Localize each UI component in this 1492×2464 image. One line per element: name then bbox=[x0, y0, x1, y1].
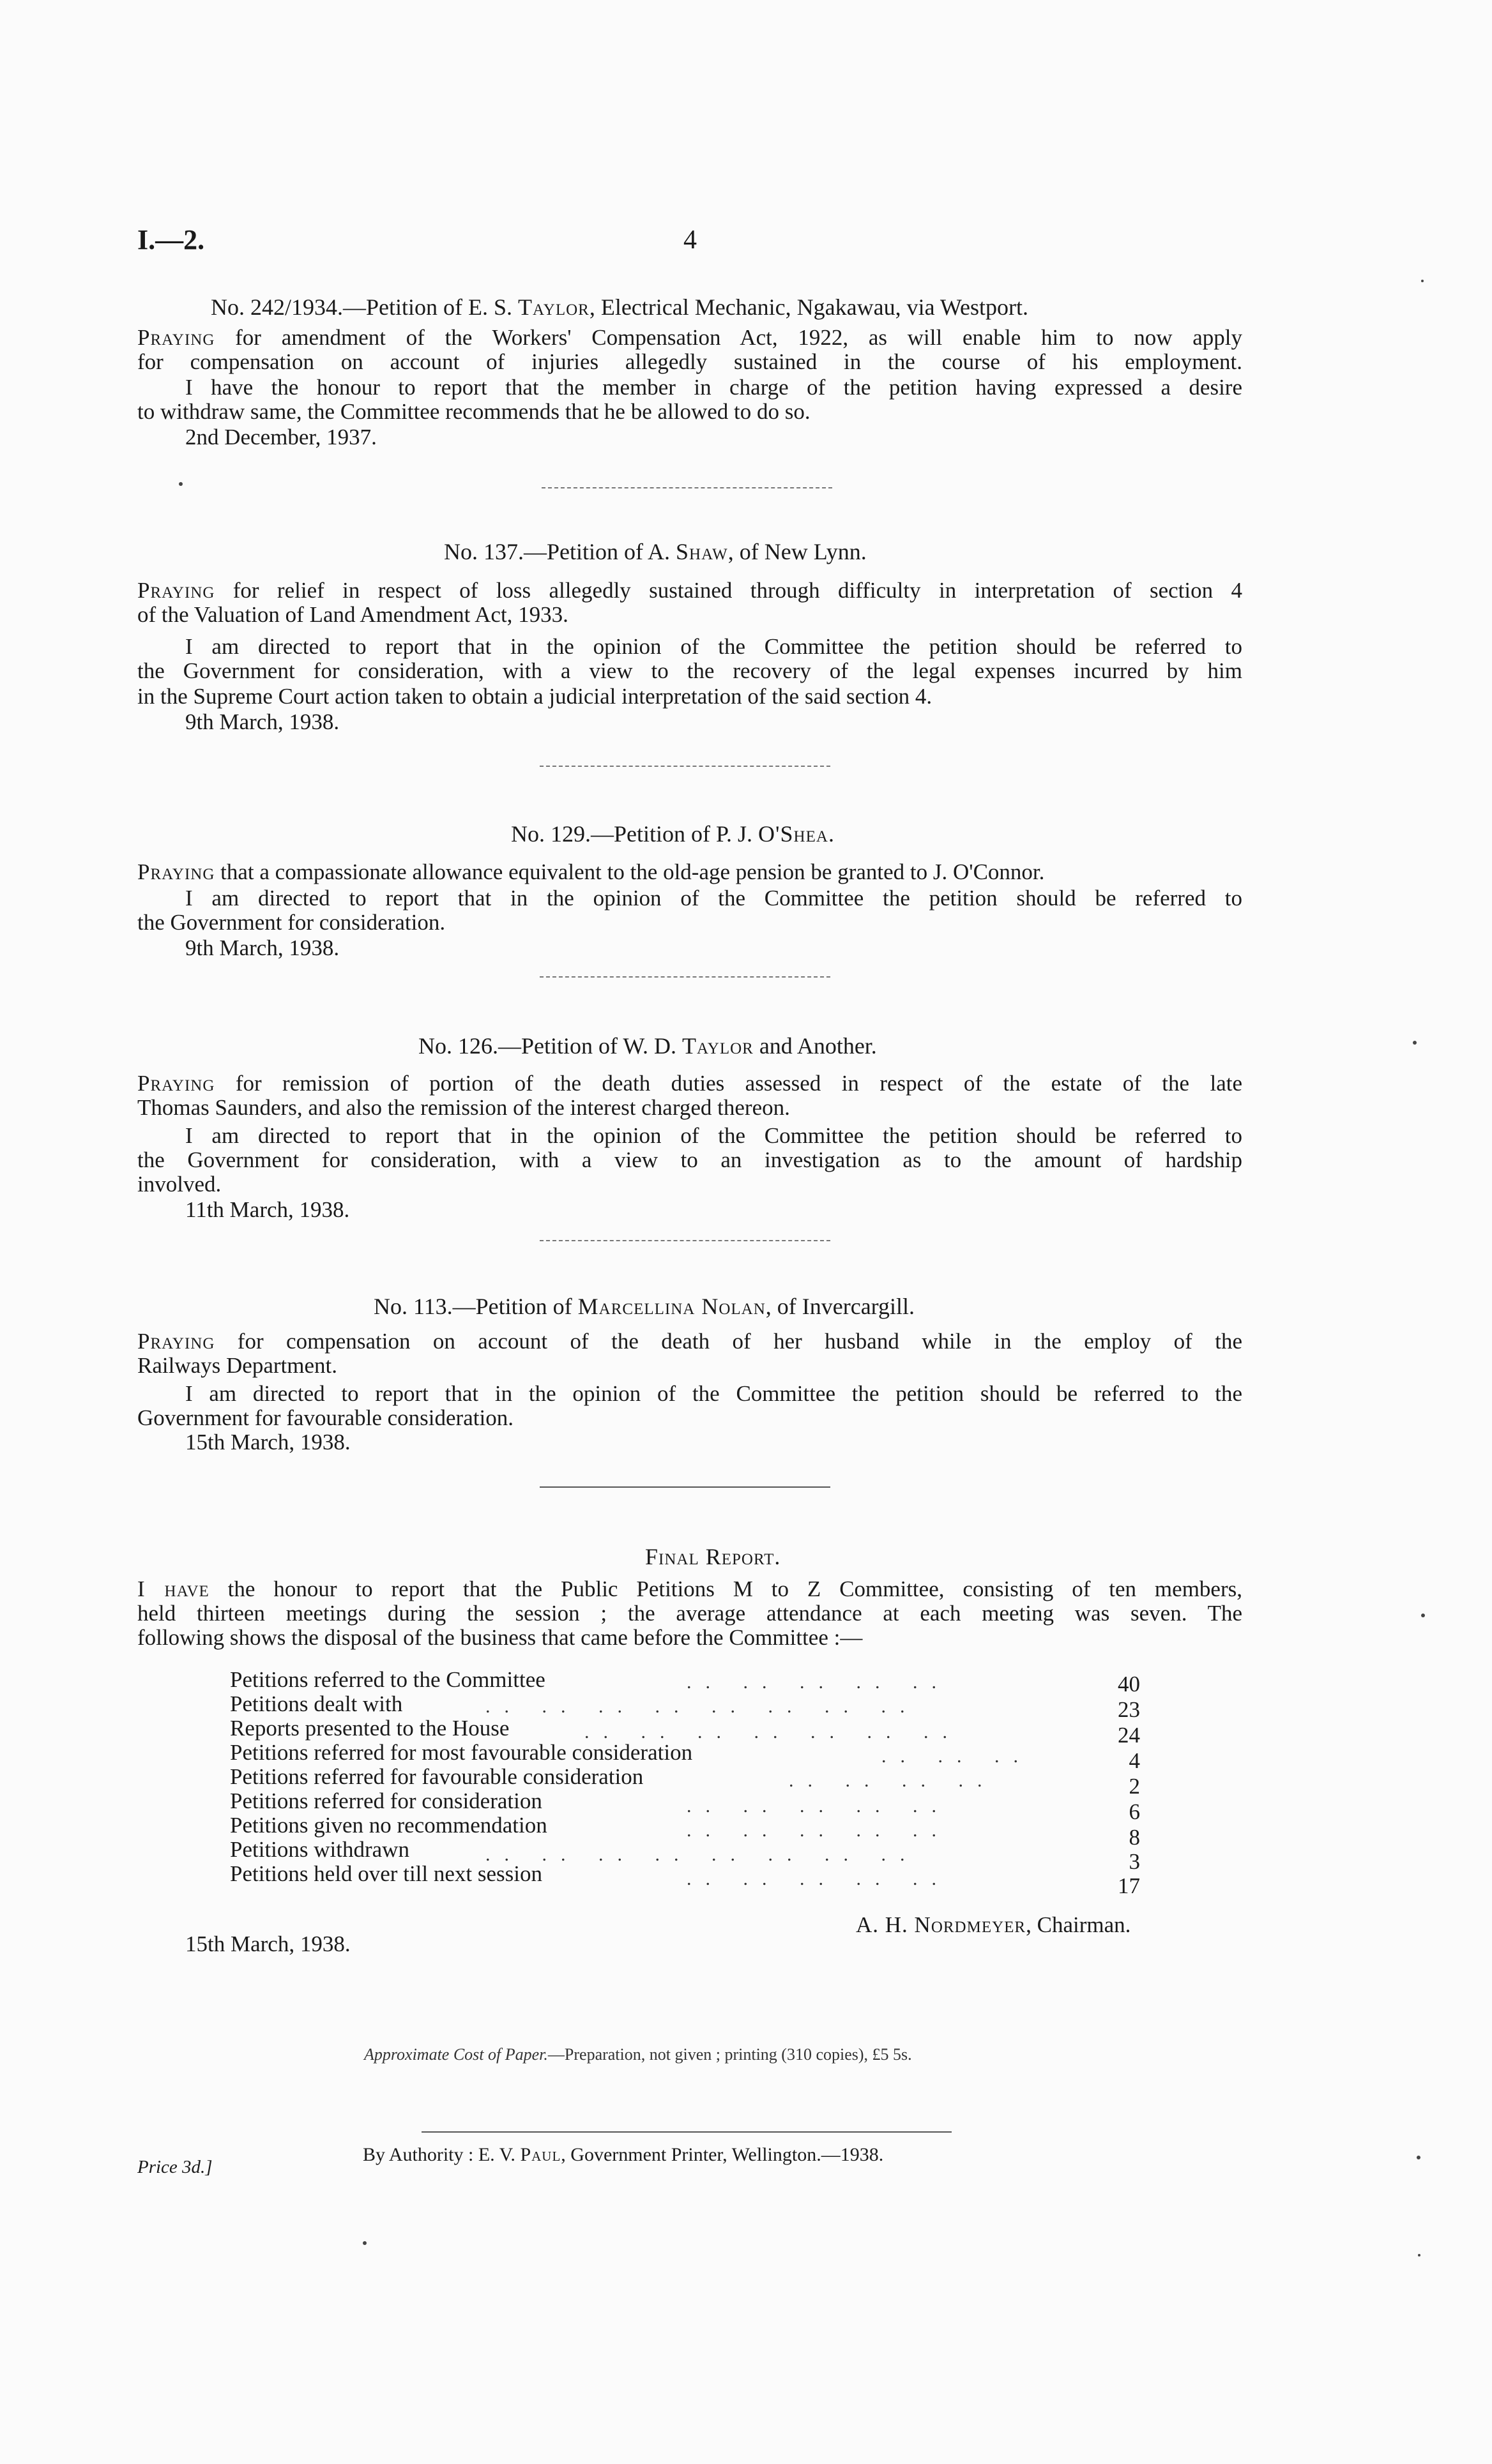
petition-heading: No. 129.—Petition of P. J. O'Shea. bbox=[511, 821, 834, 847]
table-row-label: Petitions given no recommendation bbox=[230, 1813, 547, 1838]
petition-text-line: the Government for consideration. bbox=[137, 910, 446, 935]
petition-text-line: of the Valuation of Land Amendment Act, 1933. bbox=[137, 602, 568, 627]
petition-text-line: I am directed to report that in the opinion of the Committee the petition should be referred to bbox=[185, 886, 1242, 911]
leader-dots: .. .. .. .. .. .. .. .. bbox=[485, 1844, 919, 1865]
petition-text-line: the Government for consideration, with a view to an investigation as to the amount of hardship bbox=[137, 1147, 1242, 1172]
table-row-value: 40 bbox=[1118, 1672, 1140, 1697]
petition-heading: No. 242/1934.—Petition of E. S. Taylor, Electrical Mechanic, Ngakawau, via Westport. bbox=[211, 294, 1028, 320]
petition-text-line: Thomas Saunders, and also the remission of the interest charged thereon. bbox=[137, 1095, 790, 1120]
petition-text-line: involved. bbox=[137, 1172, 222, 1197]
table-row-label: Petitions dealt with bbox=[230, 1691, 403, 1716]
leader-dots: .. .. .. .. .. .. .. .. bbox=[485, 1696, 919, 1717]
leader-dots: .. .. .. .. .. bbox=[687, 1868, 950, 1889]
petition-heading: No. 137.—Petition of A. Shaw, of New Lynn. bbox=[444, 539, 867, 564]
scan-speck bbox=[1418, 2254, 1420, 2256]
page-number: 4 bbox=[683, 225, 697, 255]
leader-dots: .. .. .. .. bbox=[789, 1770, 996, 1791]
table-row-label: Reports presented to the House bbox=[230, 1716, 510, 1741]
petition-praying: Praying for compensation on account of the death of her husband while in the employ of the bbox=[137, 1329, 1242, 1354]
petition-text-line: to withdraw same, the Committee recommends that he be allowed to do so. bbox=[137, 399, 811, 424]
leader-dots: .. .. .. .. .. .. .. bbox=[584, 1721, 961, 1742]
leader-dots: .. .. .. .. .. bbox=[687, 1795, 950, 1817]
table-row-value: 8 bbox=[1129, 1825, 1140, 1850]
petition-date: 15th March, 1938. bbox=[185, 1430, 351, 1455]
petition-heading: No. 113.—Petition of Marcellina Nolan, of Invercargill. bbox=[374, 1294, 915, 1319]
leader-dots: .. .. .. .. .. bbox=[687, 1672, 950, 1693]
petition-text-line: the Government for consideration, with a view to the recovery of the legal expenses incurred by him bbox=[137, 658, 1242, 683]
final-report-text-line: held thirteen meetings during the session ; the average attendance at each meeting was seven. The bbox=[137, 1601, 1242, 1626]
petition-heading: No. 126.—Petition of W. D. Taylor and Another. bbox=[418, 1033, 877, 1059]
table-row-label: Petitions referred for most favourable consideration bbox=[230, 1740, 693, 1765]
petition-text-line: Government for favourable consideration. bbox=[137, 1405, 514, 1430]
petition-praying: Praying for remission of portion of the death duties assessed in respect of the estate of the late bbox=[137, 1071, 1242, 1096]
petition-text-line: I have the honour to report that the member in charge of the petition having expressed a desire bbox=[185, 375, 1242, 400]
scan-speck bbox=[1421, 1614, 1425, 1617]
scan-speck bbox=[179, 482, 183, 486]
price-label: Price 3d.] bbox=[137, 2157, 213, 2177]
petition-text-line: I am directed to report that in the opinion of the Committee the petition should be referred to the bbox=[185, 1381, 1242, 1406]
scan-speck bbox=[363, 2241, 367, 2245]
table-row-value: 6 bbox=[1129, 1799, 1140, 1824]
petition-praying: Praying for relief in respect of loss allegedly sustained through difficulty in interpretation of section 4 bbox=[137, 578, 1242, 603]
petition-text-line: in the Supreme Court action taken to obtain a judicial interpretation of the said section 4. bbox=[137, 684, 933, 709]
petition-praying: Praying for amendment of the Workers' Compensation Act, 1922, as will enable him to now apply bbox=[137, 325, 1242, 350]
footer-divider bbox=[422, 2131, 952, 2133]
chairman-signature: A. H. Nordmeyer, Chairman. bbox=[856, 1912, 1131, 1937]
table-row-label: Petitions held over till next session bbox=[230, 1861, 542, 1886]
petition-date: 2nd December, 1937. bbox=[185, 425, 377, 450]
final-report-title: Final Report. bbox=[645, 1544, 781, 1569]
table-row-label: Petitions referred to the Committee bbox=[230, 1667, 545, 1692]
petition-date: 9th March, 1938. bbox=[185, 935, 340, 960]
table-row-label: Petitions withdrawn bbox=[230, 1837, 409, 1862]
scan-speck bbox=[1413, 1041, 1417, 1045]
table-row-value: 3 bbox=[1129, 1849, 1140, 1874]
document-reference: I.—2. bbox=[137, 224, 205, 255]
table-row-value: 23 bbox=[1118, 1697, 1140, 1722]
petition-date: 11th March, 1938. bbox=[185, 1197, 350, 1222]
table-row-value: 17 bbox=[1118, 1873, 1140, 1898]
table-row-value: 4 bbox=[1129, 1748, 1140, 1773]
scan-speck bbox=[1417, 2156, 1420, 2159]
final-report-date: 15th March, 1938. bbox=[185, 1931, 351, 1956]
petition-praying: Praying that a compassionate allowance equivalent to the old-age pension be granted to J. O'Connor. bbox=[137, 859, 1045, 884]
table-row-label: Petitions referred for consideration bbox=[230, 1788, 542, 1813]
petition-text-line: I am directed to report that in the opinion of the Committee the petition should be referred to bbox=[185, 634, 1242, 659]
petition-text-line: Railways Department. bbox=[137, 1353, 337, 1378]
final-report-text-line: following shows the disposal of the business that came before the Committee :— bbox=[137, 1625, 863, 1650]
section-divider bbox=[540, 766, 830, 767]
petition-text-line: for compensation on account of injuries allegedly sustained in the course of his employment. bbox=[137, 349, 1242, 374]
petition-text-line: I am directed to report that in the opinion of the Committee the petition should be referred to bbox=[185, 1123, 1242, 1148]
section-divider bbox=[540, 1486, 830, 1488]
petition-date: 9th March, 1938. bbox=[185, 709, 340, 734]
leader-dots: .. .. .. .. .. bbox=[687, 1820, 950, 1841]
table-row-value: 24 bbox=[1118, 1723, 1140, 1748]
section-divider bbox=[542, 487, 832, 488]
table-row-label: Petitions referred for favourable consideration bbox=[230, 1764, 644, 1789]
leader-dots: .. .. .. bbox=[881, 1746, 1032, 1767]
section-divider bbox=[540, 976, 830, 978]
cost-of-paper-note: Approximate Cost of Paper.—Preparation, not given ; printing (310 copies), £5 5s. bbox=[364, 2045, 912, 2064]
final-report-text-line: I have the honour to report that the Public Petitions M to Z Committee, consisting of ten members, bbox=[137, 1576, 1242, 1601]
section-divider bbox=[540, 1240, 830, 1241]
printer-authority: By Authority : E. V. Paul, Government Printer, Wellington.—1938. bbox=[363, 2144, 884, 2165]
table-row-value: 2 bbox=[1129, 1774, 1140, 1799]
scan-speck bbox=[1421, 280, 1424, 282]
